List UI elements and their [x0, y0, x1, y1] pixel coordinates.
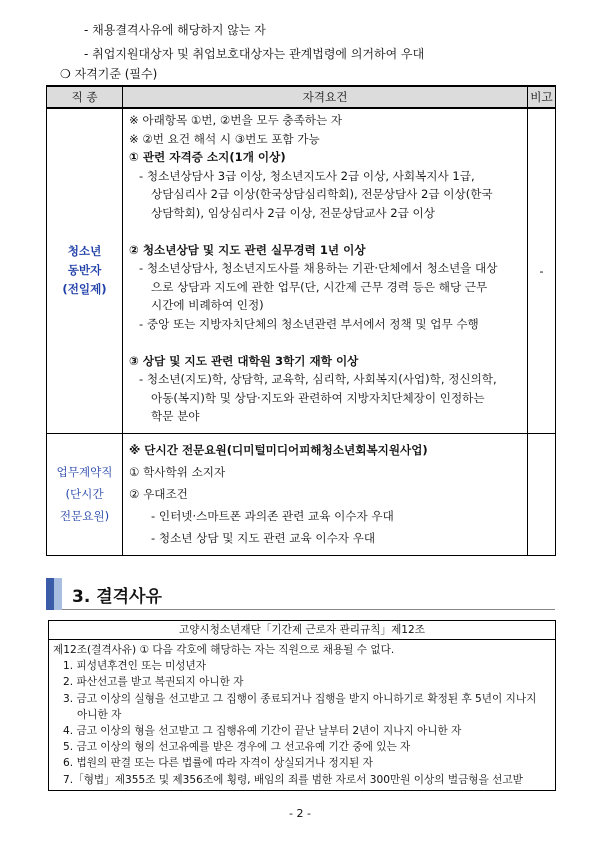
- table-header-row: [47, 86, 556, 108]
- section-underline: [62, 609, 555, 610]
- requirement-text: - 청소년(지도)학, 상담학, 교육학, 심리학, 사회복지(사업)학, 정신의학,: [139, 372, 497, 387]
- intro-line-1: - 채용결격사유에 해당하지 않는 자: [84, 23, 266, 37]
- table-row: [47, 108, 556, 433]
- requirements-cell: [123, 433, 528, 555]
- rule-body: [49, 640, 555, 790]
- job-title-line: 업무계약직: [56, 465, 113, 479]
- page-number: - 2 -: [289, 807, 311, 820]
- list-item: 아니한 자: [77, 708, 122, 721]
- requirement-text: - 중앙 또는 지방자치단체의 청소년관련 부서에서 정책 및 업무 수행: [139, 316, 479, 331]
- remark-cell: [528, 433, 556, 555]
- requirement-heading: ③ 상담 및 지도 관련 대학원 3학기 재학 이상: [129, 353, 359, 368]
- requirement-text: - 청소년상담사 3급 이상, 청소년지도사 2급 이상, 사회복지사 1급,: [139, 168, 475, 183]
- section-bar: [46, 578, 54, 610]
- requirement-text: 상담심리사 2급 이상(한국상담심리학회), 전문상담사 2급 이상(한국: [151, 187, 493, 202]
- list-item: 2. 파산선고를 받고 복권되지 아니한 자: [63, 676, 244, 689]
- requirement-text: - 청소년 상담 및 지도 관련 교육 이수자 우대: [151, 531, 376, 545]
- job-title-cell: [47, 108, 123, 433]
- table-row: [47, 433, 556, 555]
- list-item: 3. 금고 이상의 실형을 선고받고 그 집행이 종료되거나 집행을 받지 아니하기로 확정된 후 5년이 지나지: [63, 692, 537, 705]
- list-item: 7.「형법」제355조 및 제356조에 횡령, 배임의 죄를 범한 자로서 300만원 이상의 벌금형을 선고받: [63, 773, 523, 786]
- requirement-text: - 인터넷·스마트폰 과의존 관련 교육 이수자 우대: [151, 509, 394, 523]
- note-line: ※ 아래항목 ①번, ②번을 모두 충족하는 자: [129, 113, 343, 127]
- job-title-line: (단시간: [65, 487, 104, 501]
- list-item: 1. 피성년후견인 또는 미성년자: [63, 660, 207, 673]
- requirement-text: 아동(복지)학 및 상담·지도와 관련하여 지방자치단체장이 인정하는: [151, 390, 485, 405]
- requirement-text: 으로 상담과 지도에 관한 업무(단, 시간제 근무 경력 등은 해당 근무: [151, 279, 488, 294]
- list-item: 4. 금고 이상의 형을 선고받고 그 집행유예 기간이 끝난 날부터 2년이 지나지 아니한 자: [63, 725, 462, 738]
- requirement-heading: ① 학사학위 소지자: [129, 465, 226, 479]
- section-heading: [46, 578, 555, 610]
- list-item: 6. 법원의 판결 또는 다른 법률에 따라 자격이 상실되거나 정지된 자: [63, 757, 373, 770]
- requirement-text: 시간에 비례하여 인정): [151, 298, 264, 313]
- note-line: ※ ②번 요건 해석 시 ③번도 포함 가능: [129, 131, 320, 146]
- rule-heading: 고양시청소년재단「기간제 근로자 관리규칙」제12조: [49, 621, 555, 640]
- requirement-heading: ② 우대조건: [129, 487, 188, 501]
- intro-line-2: - 취업지원대상자 및 취업보호대상자는 관계법령에 의거하여 우대: [84, 47, 425, 61]
- header-remark: 비고: [528, 86, 556, 108]
- job-title-line: 청소년: [67, 244, 102, 259]
- requirements-cell: [123, 108, 528, 433]
- job-title-line: (전일제): [62, 282, 107, 297]
- job-title-line: 동반자: [67, 263, 102, 278]
- requirement-heading: ① 관련 자격증 소지(1개 이상): [129, 150, 286, 165]
- header-requirements: 자격요건: [123, 86, 528, 108]
- note-line: ※ 단시간 전문요원(디미털미디어피해청소년회복지원사업): [129, 443, 428, 457]
- header-job: 직 종: [47, 86, 123, 108]
- remark-cell: -: [528, 108, 556, 433]
- requirement-text: 상담학회), 임상심리사 2급 이상, 전문상담교사 2급 이상: [151, 205, 435, 220]
- list-item: 5. 금고 이상의 형의 선고유예를 받은 경우에 그 선고유예 기간 중에 있는 자: [63, 741, 411, 754]
- rule-intro: 제12조(결격사유) ① 다음 각호에 해당하는 자는 직원으로 채용될 수 없다.: [53, 644, 395, 656]
- job-title-cell: [47, 433, 123, 555]
- section-title: 3. 결격사유: [72, 587, 162, 607]
- requirement-text: 학문 분야: [151, 409, 200, 424]
- section-bar-accent: [54, 578, 62, 610]
- qualification-table: [46, 85, 556, 556]
- qualification-heading: ❍ 자격기준 (필수): [60, 67, 158, 81]
- job-title-line: 전문요원): [59, 509, 110, 523]
- requirement-text: - 청소년상담사, 청소년지도사를 채용하는 기관·단체에서 청소년을 대상: [139, 261, 498, 276]
- requirement-heading: ② 청소년상담 및 지도 관련 실무경력 1년 이상: [129, 242, 366, 257]
- rule-box: [48, 620, 556, 791]
